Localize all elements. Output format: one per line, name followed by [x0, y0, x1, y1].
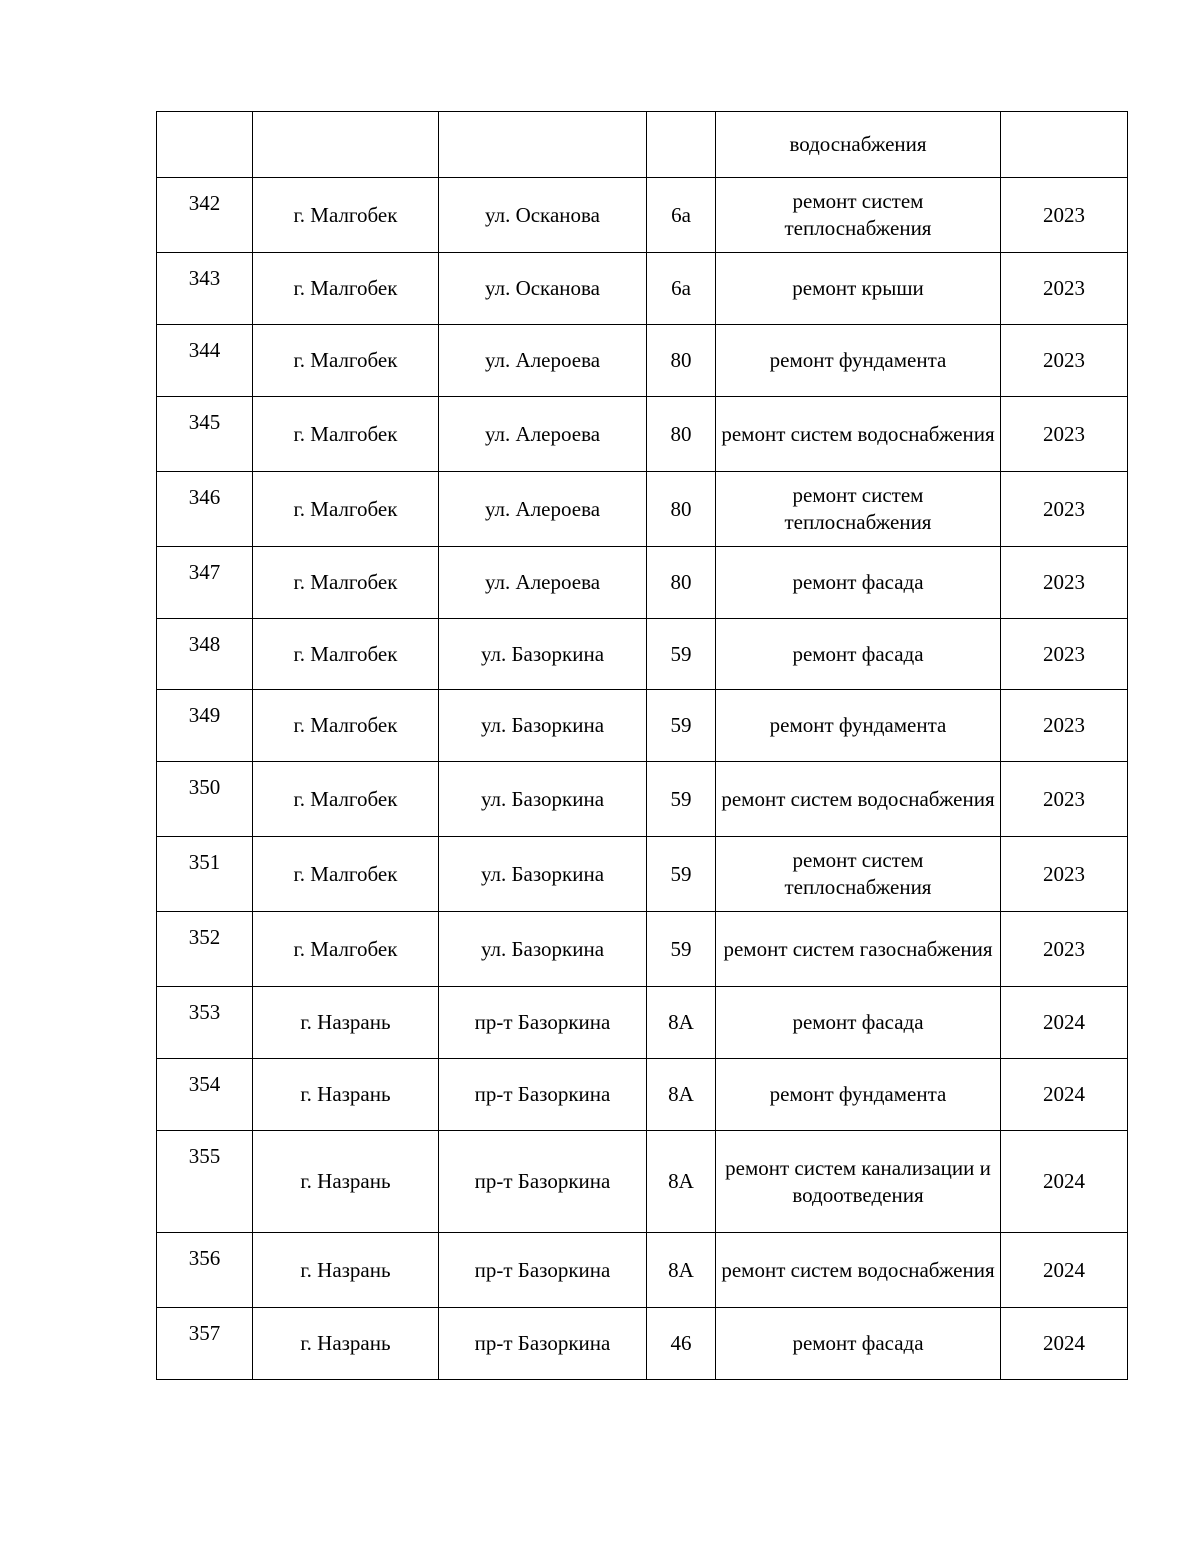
house-cell: 59: [647, 762, 716, 837]
street-cell: ул. Базоркина: [439, 912, 647, 987]
table-row: [157, 112, 1128, 178]
house-cell: 59: [647, 619, 716, 690]
city-cell: г. Малгобек: [253, 762, 439, 837]
street-cell: ул. Базоркина: [439, 619, 647, 690]
street-cell: пр-т Базоркина: [439, 1233, 647, 1308]
row-number: 352: [157, 912, 253, 987]
work-type-cell: ремонт систем водоснабжения: [716, 762, 1001, 837]
house-cell: [647, 112, 716, 178]
table-row: [157, 762, 1128, 837]
year-cell: 2024: [1001, 1059, 1128, 1131]
table-row: [157, 837, 1128, 912]
row-number: 347: [157, 547, 253, 619]
city-cell: г. Малгобек: [253, 690, 439, 762]
street-cell: пр-т Базоркина: [439, 1059, 647, 1131]
house-cell: 8А: [647, 1059, 716, 1131]
table-row: [157, 987, 1128, 1059]
table-row: [157, 912, 1128, 987]
city-cell: г. Назрань: [253, 1059, 439, 1131]
year-cell: 2023: [1001, 178, 1128, 253]
year-cell: 2023: [1001, 397, 1128, 472]
year-cell: 2023: [1001, 762, 1128, 837]
city-cell: г. Назрань: [253, 1308, 439, 1380]
city-cell: г. Малгобек: [253, 397, 439, 472]
table-row: [157, 1308, 1128, 1380]
city-cell: г. Назрань: [253, 987, 439, 1059]
table-row: [157, 397, 1128, 472]
house-cell: 80: [647, 397, 716, 472]
work-type-cell: ремонт систем водоснабжения: [716, 1233, 1001, 1308]
row-number: 343: [157, 253, 253, 325]
street-cell: ул. Осканова: [439, 178, 647, 253]
row-number: 354: [157, 1059, 253, 1131]
house-cell: 8А: [647, 987, 716, 1059]
year-cell: 2023: [1001, 253, 1128, 325]
house-cell: 59: [647, 912, 716, 987]
house-cell: 8А: [647, 1131, 716, 1233]
year-cell: 2023: [1001, 837, 1128, 912]
capital-repair-table: [156, 111, 1128, 1380]
house-cell: 6а: [647, 178, 716, 253]
work-type-cell: ремонт фундамента: [716, 1059, 1001, 1131]
city-cell: [253, 112, 439, 178]
work-type-cell: ремонт фасада: [716, 987, 1001, 1059]
street-cell: ул. Алероева: [439, 397, 647, 472]
row-number: 355: [157, 1131, 253, 1233]
work-type-cell: ремонт фундамента: [716, 690, 1001, 762]
street-cell: ул. Алероева: [439, 325, 647, 397]
city-cell: г. Малгобек: [253, 253, 439, 325]
street-cell: ул. Алероева: [439, 472, 647, 547]
year-cell: 2023: [1001, 325, 1128, 397]
year-cell: 2024: [1001, 987, 1128, 1059]
row-number: 348: [157, 619, 253, 690]
work-type-cell: водоснабжения: [716, 112, 1001, 178]
row-number: 357: [157, 1308, 253, 1380]
street-cell: ул. Базоркина: [439, 690, 647, 762]
house-cell: 80: [647, 472, 716, 547]
row-number: 349: [157, 690, 253, 762]
house-cell: 80: [647, 325, 716, 397]
work-type-cell: ремонт систем теплоснабжения: [716, 472, 1001, 547]
work-type-cell: ремонт фасада: [716, 1308, 1001, 1380]
row-number: 351: [157, 837, 253, 912]
work-type-cell: ремонт фасада: [716, 547, 1001, 619]
year-cell: 2024: [1001, 1233, 1128, 1308]
row-number: 350: [157, 762, 253, 837]
year-cell: 2023: [1001, 619, 1128, 690]
city-cell: г. Малгобек: [253, 837, 439, 912]
work-type-cell: ремонт фундамента: [716, 325, 1001, 397]
street-cell: пр-т Базоркина: [439, 1131, 647, 1233]
work-type-cell: ремонт систем водоснабжения: [716, 397, 1001, 472]
street-cell: пр-т Базоркина: [439, 1308, 647, 1380]
city-cell: г. Назрань: [253, 1233, 439, 1308]
city-cell: г. Малгобек: [253, 325, 439, 397]
row-number: 345: [157, 397, 253, 472]
work-type-cell: ремонт систем канализации и водоотведения: [716, 1131, 1001, 1233]
table-row: [157, 1131, 1128, 1233]
city-cell: г. Малгобек: [253, 912, 439, 987]
row-number: 346: [157, 472, 253, 547]
street-cell: пр-т Базоркина: [439, 987, 647, 1059]
year-cell: 2023: [1001, 690, 1128, 762]
table-body: [157, 112, 1128, 1380]
city-cell: г. Малгобек: [253, 472, 439, 547]
house-cell: 8А: [647, 1233, 716, 1308]
table-row: [157, 253, 1128, 325]
city-cell: г. Назрань: [253, 1131, 439, 1233]
year-cell: 2023: [1001, 472, 1128, 547]
street-cell: ул. Алероева: [439, 547, 647, 619]
table-row: [157, 1059, 1128, 1131]
year-cell: 2024: [1001, 1308, 1128, 1380]
row-number: 344: [157, 325, 253, 397]
house-cell: 59: [647, 690, 716, 762]
table-row: [157, 472, 1128, 547]
city-cell: г. Малгобек: [253, 547, 439, 619]
house-cell: 80: [647, 547, 716, 619]
table-row: [157, 690, 1128, 762]
house-cell: 6а: [647, 253, 716, 325]
work-type-cell: ремонт систем газоснабжения: [716, 912, 1001, 987]
house-cell: 59: [647, 837, 716, 912]
street-cell: ул. Базоркина: [439, 837, 647, 912]
year-cell: 2024: [1001, 1131, 1128, 1233]
work-type-cell: ремонт фасада: [716, 619, 1001, 690]
work-type-cell: ремонт систем теплоснабжения: [716, 178, 1001, 253]
street-cell: ул. Осканова: [439, 253, 647, 325]
year-cell: 2023: [1001, 912, 1128, 987]
work-type-cell: ремонт систем теплоснабжения: [716, 837, 1001, 912]
street-cell: [439, 112, 647, 178]
work-type-cell: ремонт крыши: [716, 253, 1001, 325]
row-number: 342: [157, 178, 253, 253]
table-row: [157, 1233, 1128, 1308]
row-number: 353: [157, 987, 253, 1059]
house-cell: 46: [647, 1308, 716, 1380]
table-row: [157, 547, 1128, 619]
table-row: [157, 619, 1128, 690]
year-cell: 2023: [1001, 547, 1128, 619]
city-cell: г. Малгобек: [253, 619, 439, 690]
row-number: 356: [157, 1233, 253, 1308]
street-cell: ул. Базоркина: [439, 762, 647, 837]
year-cell: [1001, 112, 1128, 178]
city-cell: г. Малгобек: [253, 178, 439, 253]
table-row: [157, 325, 1128, 397]
row-number: [157, 112, 253, 178]
table-row: [157, 178, 1128, 253]
